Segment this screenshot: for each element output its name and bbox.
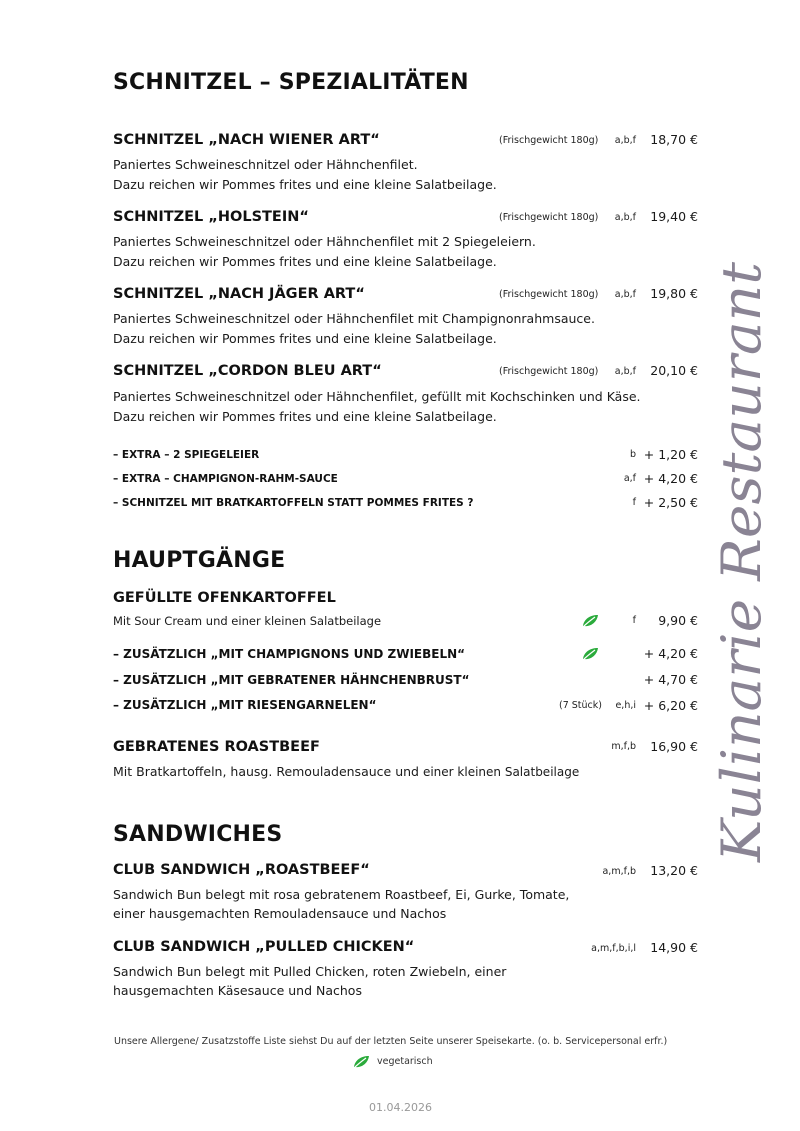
price: 13,20 €: [650, 863, 698, 878]
menu-item-description: Sandwich Bun belegt mit Pulled Chicken, roten Zwiebeln, einer: [113, 964, 507, 979]
extra-option-label: – EXTRA – CHAMPIGNON-RAHM-SAUCE: [113, 473, 338, 485]
brand-script-svg: [648, 258, 800, 878]
menu-item-description: Paniertes Schweineschnitzel oder Hähnchenfilet.: [113, 157, 418, 172]
allergen-codes: a,m,f,b: [602, 866, 636, 877]
extra-price: + 6,20 €: [643, 698, 698, 713]
price: 20,10 €: [650, 363, 698, 378]
extra-price: + 4,70 €: [643, 672, 698, 687]
allergen-codes: a,b,f: [614, 366, 636, 377]
menu-item-title: GEBRATENES ROASTBEEF: [113, 739, 320, 755]
menu-item-description: Dazu reichen wir Pommes frites und eine kleine Salatbeilage.: [113, 331, 497, 346]
leaf-icon: [352, 1055, 370, 1069]
extra-price: + 4,20 €: [643, 646, 698, 661]
allergen-codes: f: [632, 497, 636, 508]
menu-item-description: [113, 762, 579, 782]
allergen-footnote: Unsere Allergene/ Zusatzstoffe Liste siehst Du auf der letzten Seite unserer Speisekarte. (o. b. Servicepersonal erfr.): [114, 1036, 668, 1047]
extra-option-label: – EXTRA – 2 SPIEGELEIER: [113, 449, 260, 461]
extra-option-label: – ZUSÄTZLICH „MIT CHAMPIGNONS UND ZWIEBELN“: [113, 647, 466, 661]
menu-item-title: CLUB SANDWICH „ROASTBEEF“: [113, 862, 370, 878]
menu-item-description: einer hausgemachten Remouladensauce und Nachos: [113, 906, 447, 921]
allergen-codes: f: [632, 615, 636, 626]
allergen-codes: m,f,b: [611, 741, 636, 752]
brand-script-wordmark: [648, 258, 800, 878]
menu-item-description: Paniertes Schweineschnitzel oder Hähnchenfilet mit 2 Spiegeleiern.: [113, 234, 536, 249]
leaf-icon: [581, 647, 599, 661]
menu-item-description: Mit Sour Cream und einer kleinen Salatbeilage: [113, 614, 382, 628]
extra-option-label: – ZUSÄTZLICH „MIT GEBRATENER HÄHNCHENBRUST“: [113, 673, 470, 687]
extra-price: + 1,20 €: [643, 447, 698, 462]
menu-item-description: Dazu reichen wir Pommes frites und eine kleine Salatbeilage.: [113, 177, 497, 192]
menu-item-title: CLUB SANDWICH „PULLED CHICKEN“: [113, 939, 415, 955]
print-date: 01.04.2026: [369, 1101, 432, 1114]
allergen-codes: a,f: [623, 473, 636, 484]
menu-item-description: Dazu reichen wir Pommes frites und eine kleine Salatbeilage.: [113, 254, 497, 269]
menu-item-description: Sandwich Bun belegt mit rosa gebratenem Roastbeef, Ei, Gurke, Tomate,: [113, 887, 570, 902]
extra-option-label: – SCHNITZEL MIT BRATKARTOFFELN STATT POMMES FRITES ?: [113, 497, 474, 509]
menu-item-title: SCHNITZEL „HOLSTEIN“: [113, 209, 309, 225]
price: 19,80 €: [650, 286, 698, 301]
menu-item-title: GEFÜLLTE OFENKARTOFFEL: [113, 590, 336, 606]
menu-item-title: SCHNITZEL „CORDON BLEU ART“: [113, 363, 382, 379]
extra-price: + 2,50 €: [643, 495, 698, 510]
menu-item-description: Paniertes Schweineschnitzel oder Hähnchenfilet mit Champignonrahmsauce.: [113, 311, 595, 326]
section-title-sandwiches: SANDWICHES: [113, 822, 283, 847]
allergen-codes: a,b,f: [614, 212, 636, 223]
allergen-codes: a,b,f: [614, 289, 636, 300]
menu-item-description: hausgemachten Käsesauce und Nachos: [113, 983, 362, 998]
menu-item-title: SCHNITZEL „NACH WIENER ART“: [113, 132, 380, 148]
price: 16,90 €: [650, 739, 698, 754]
allergen-codes: b: [629, 449, 636, 460]
weight-note: (Frischgewicht 180g): [499, 135, 599, 146]
allergen-codes: e,h,i: [615, 700, 636, 711]
allergen-codes: a,m,f,b,i,l: [591, 943, 636, 954]
allergen-codes: a,b,f: [614, 135, 636, 146]
price: 19,40 €: [650, 209, 698, 224]
price: 14,90 €: [650, 940, 698, 955]
weight-note: (Frischgewicht 180g): [499, 212, 599, 223]
description-part: Mit Bratkartoffeln, hausg. Remouladensauce und: [113, 764, 419, 779]
section-title-hauptgaenge: HAUPTGÄNGE: [113, 548, 286, 573]
menu-item-title: SCHNITZEL „NACH JÄGER ART“: [113, 286, 365, 302]
quantity-note: (7 Stück): [559, 700, 602, 711]
menu-item-description: Paniertes Schweineschnitzel oder Hähnchenfilet, gefüllt mit Kochschinken und Käse.: [113, 389, 641, 404]
price: 9,90 €: [658, 613, 698, 628]
description-part: einer kleinen Salatbeilage: [422, 765, 580, 779]
weight-note: (Frischgewicht 180g): [499, 366, 599, 377]
extra-option-label: – ZUSÄTZLICH „MIT RIESENGARNELEN“: [113, 698, 377, 712]
weight-note: (Frischgewicht 180g): [499, 289, 599, 300]
vegetarian-legend-label: vegetarisch: [377, 1056, 433, 1067]
section-title-schnitzel: SCHNITZEL – SPEZIALITÄTEN: [113, 70, 469, 95]
menu-item-description: Dazu reichen wir Pommes frites und eine kleine Salatbeilage.: [113, 409, 497, 424]
brand-script-text: Kulinarie Restaurant: [710, 290, 773, 862]
extra-price: + 4,20 €: [643, 471, 698, 486]
price: 18,70 €: [650, 132, 698, 147]
